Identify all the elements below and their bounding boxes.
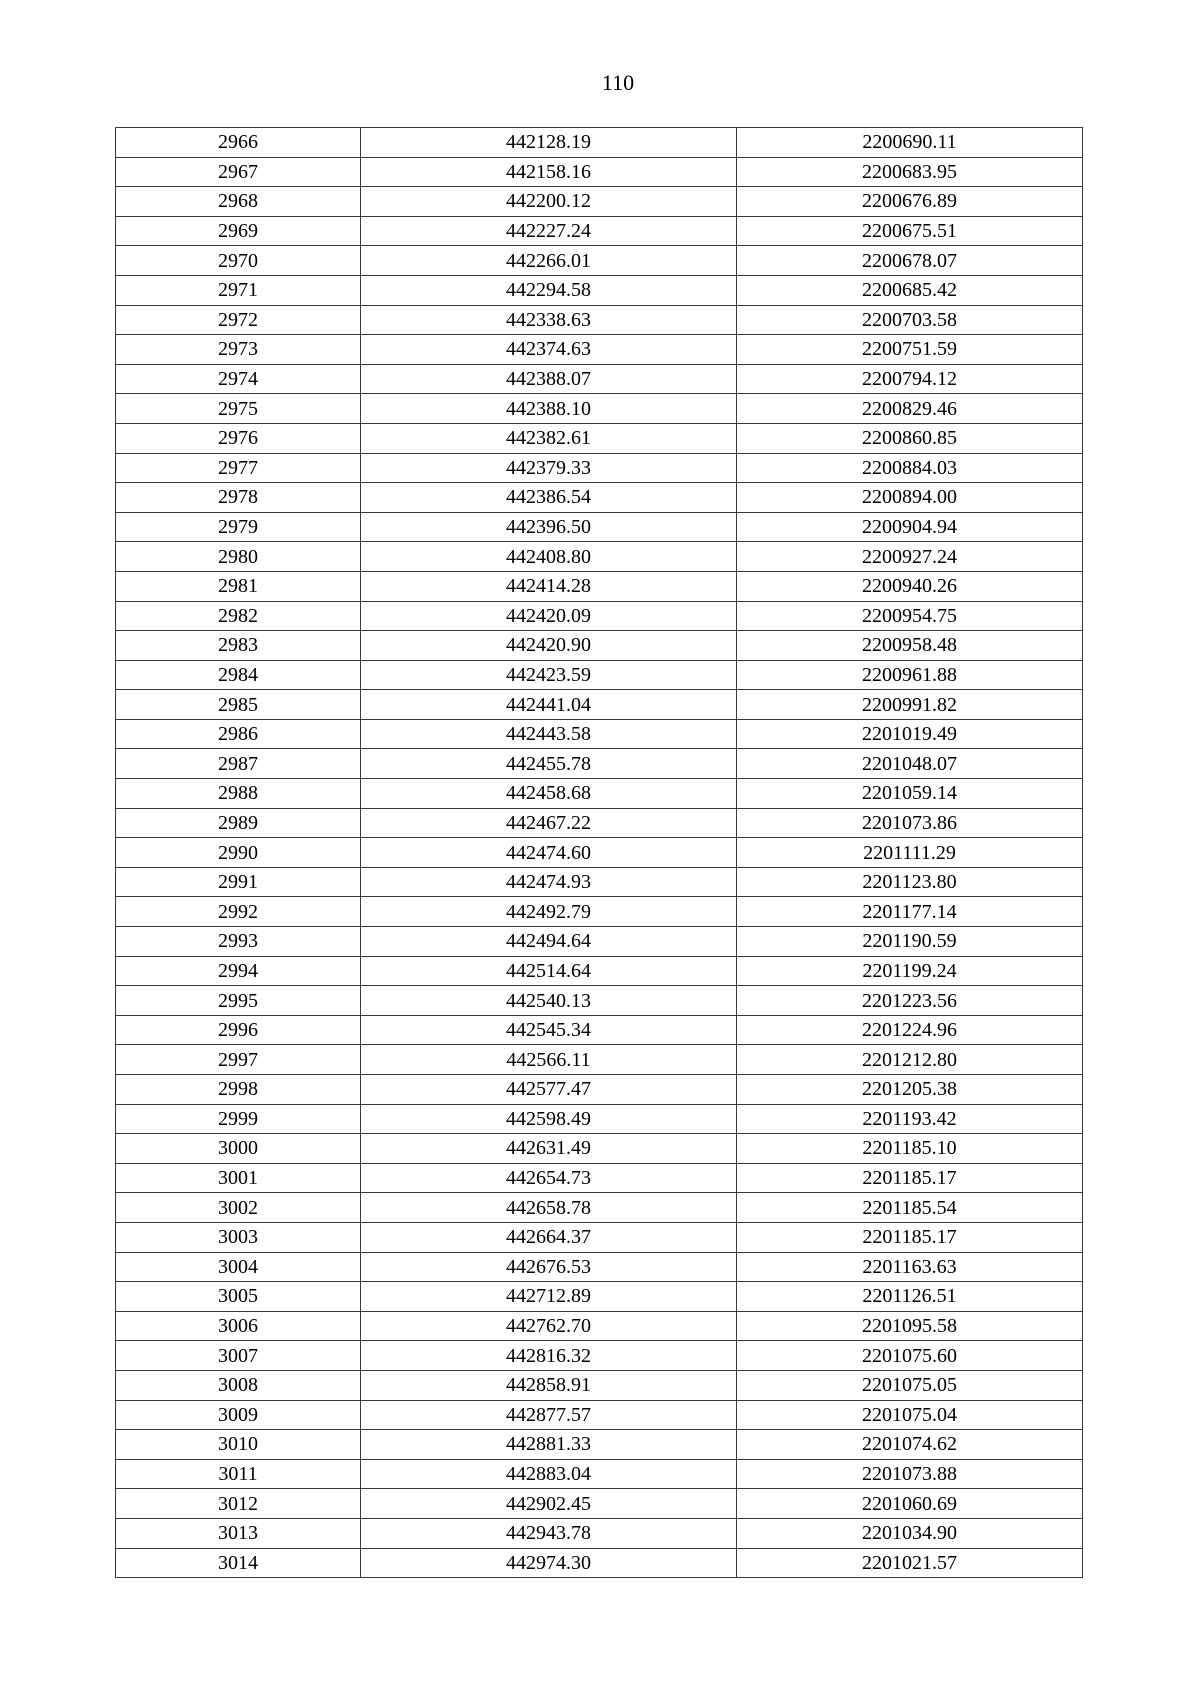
- x-coordinate-cell: 442494.64: [361, 927, 737, 957]
- point-number-cell: 2988: [116, 779, 361, 809]
- y-coordinate-cell: 2200991.82: [737, 690, 1083, 720]
- y-coordinate-cell: 2201123.80: [737, 867, 1083, 897]
- table-row: [116, 1163, 1083, 1193]
- x-coordinate-cell: 442877.57: [361, 1400, 737, 1430]
- y-coordinate-cell: 2200685.42: [737, 275, 1083, 305]
- y-coordinate-cell: 2201212.80: [737, 1045, 1083, 1075]
- table-row: [116, 571, 1083, 601]
- x-coordinate-cell: 442294.58: [361, 275, 737, 305]
- table-row: [116, 1045, 1083, 1075]
- y-coordinate-cell: 2201185.54: [737, 1193, 1083, 1223]
- point-number-cell: 2985: [116, 690, 361, 720]
- x-coordinate-cell: 442388.07: [361, 364, 737, 394]
- point-number-cell: 2998: [116, 1075, 361, 1105]
- y-coordinate-cell: 2201075.04: [737, 1400, 1083, 1430]
- y-coordinate-cell: 2201111.29: [737, 838, 1083, 868]
- table-row: [116, 1400, 1083, 1430]
- y-coordinate-cell: 2200683.95: [737, 157, 1083, 187]
- y-coordinate-cell: 2200940.26: [737, 571, 1083, 601]
- y-coordinate-cell: 2200884.03: [737, 453, 1083, 483]
- table-row: [116, 335, 1083, 365]
- table-row: [116, 601, 1083, 631]
- x-coordinate-cell: 442566.11: [361, 1045, 737, 1075]
- table-row: [116, 1548, 1083, 1578]
- y-coordinate-cell: 2200954.75: [737, 601, 1083, 631]
- point-number-cell: 2980: [116, 542, 361, 572]
- point-number-cell: 2994: [116, 956, 361, 986]
- table-row: [116, 956, 1083, 986]
- x-coordinate-cell: 442474.60: [361, 838, 737, 868]
- point-number-cell: 2972: [116, 305, 361, 335]
- point-number-cell: 2993: [116, 927, 361, 957]
- table-row: [116, 364, 1083, 394]
- table-row: [116, 1222, 1083, 1252]
- y-coordinate-cell: 2201190.59: [737, 927, 1083, 957]
- table-row: [116, 1370, 1083, 1400]
- y-coordinate-cell: 2200675.51: [737, 216, 1083, 246]
- point-number-cell: 2983: [116, 631, 361, 661]
- point-number-cell: 3005: [116, 1282, 361, 1312]
- table-row: [116, 808, 1083, 838]
- table-row: [116, 660, 1083, 690]
- point-number-cell: 3013: [116, 1518, 361, 1548]
- x-coordinate-cell: 442379.33: [361, 453, 737, 483]
- point-number-cell: 3007: [116, 1341, 361, 1371]
- table-row: [116, 157, 1083, 187]
- table-row: [116, 246, 1083, 276]
- table-row: [116, 1518, 1083, 1548]
- table-row: [116, 1104, 1083, 1134]
- x-coordinate-cell: 442492.79: [361, 897, 737, 927]
- y-coordinate-cell: 2201060.69: [737, 1489, 1083, 1519]
- table-row: [116, 453, 1083, 483]
- point-number-cell: 2990: [116, 838, 361, 868]
- point-number-cell: 2991: [116, 867, 361, 897]
- point-number-cell: 2971: [116, 275, 361, 305]
- y-coordinate-cell: 2200894.00: [737, 483, 1083, 513]
- table-row: [116, 1459, 1083, 1489]
- point-number-cell: 2981: [116, 571, 361, 601]
- table-row: [116, 1075, 1083, 1105]
- x-coordinate-cell: 442386.54: [361, 483, 737, 513]
- table-row: [116, 216, 1083, 246]
- y-coordinate-cell: 2201193.42: [737, 1104, 1083, 1134]
- point-number-cell: 2999: [116, 1104, 361, 1134]
- point-number-cell: 2975: [116, 394, 361, 424]
- y-coordinate-cell: 2201019.49: [737, 719, 1083, 749]
- x-coordinate-cell: 442420.90: [361, 631, 737, 661]
- y-coordinate-cell: 2200860.85: [737, 423, 1083, 453]
- table-row: [116, 631, 1083, 661]
- point-number-cell: 2977: [116, 453, 361, 483]
- x-coordinate-cell: 442443.58: [361, 719, 737, 749]
- x-coordinate-cell: 442974.30: [361, 1548, 737, 1578]
- table-row: [116, 542, 1083, 572]
- table-row: [116, 1311, 1083, 1341]
- table-row: [116, 1252, 1083, 1282]
- y-coordinate-cell: 2201185.10: [737, 1134, 1083, 1164]
- point-number-cell: 2967: [116, 157, 361, 187]
- x-coordinate-cell: 442414.28: [361, 571, 737, 601]
- point-number-cell: 2979: [116, 512, 361, 542]
- table-row: [116, 1015, 1083, 1045]
- x-coordinate-cell: 442420.09: [361, 601, 737, 631]
- x-coordinate-cell: 442458.68: [361, 779, 737, 809]
- x-coordinate-cell: 442388.10: [361, 394, 737, 424]
- y-coordinate-cell: 2201075.60: [737, 1341, 1083, 1371]
- y-coordinate-cell: 2201185.17: [737, 1163, 1083, 1193]
- y-coordinate-cell: 2200829.46: [737, 394, 1083, 424]
- table-row: [116, 749, 1083, 779]
- y-coordinate-cell: 2201059.14: [737, 779, 1083, 809]
- x-coordinate-cell: 442943.78: [361, 1518, 737, 1548]
- x-coordinate-cell: 442540.13: [361, 986, 737, 1016]
- y-coordinate-cell: 2201126.51: [737, 1282, 1083, 1312]
- point-number-cell: 2973: [116, 335, 361, 365]
- table-row: [116, 394, 1083, 424]
- table-row: [116, 719, 1083, 749]
- y-coordinate-cell: 2201205.38: [737, 1075, 1083, 1105]
- point-number-cell: 3010: [116, 1430, 361, 1460]
- table-row: [116, 897, 1083, 927]
- table-row: [116, 1341, 1083, 1371]
- table-row: [116, 927, 1083, 957]
- point-number-cell: 2989: [116, 808, 361, 838]
- x-coordinate-cell: 442658.78: [361, 1193, 737, 1223]
- table-row: [116, 1193, 1083, 1223]
- x-coordinate-cell: 442408.80: [361, 542, 737, 572]
- y-coordinate-cell: 2201163.63: [737, 1252, 1083, 1282]
- table-row: [116, 187, 1083, 217]
- x-coordinate-cell: 442338.63: [361, 305, 737, 335]
- point-number-cell: 2997: [116, 1045, 361, 1075]
- table-row: [116, 305, 1083, 335]
- x-coordinate-cell: 442676.53: [361, 1252, 737, 1282]
- y-coordinate-cell: 2201177.14: [737, 897, 1083, 927]
- x-coordinate-cell: 442374.63: [361, 335, 737, 365]
- y-coordinate-cell: 2200676.89: [737, 187, 1083, 217]
- y-coordinate-cell: 2201034.90: [737, 1518, 1083, 1548]
- y-coordinate-cell: 2201199.24: [737, 956, 1083, 986]
- point-number-cell: 3006: [116, 1311, 361, 1341]
- y-coordinate-cell: 2201048.07: [737, 749, 1083, 779]
- y-coordinate-cell: 2200958.48: [737, 631, 1083, 661]
- x-coordinate-cell: 442266.01: [361, 246, 737, 276]
- table-row: [116, 1430, 1083, 1460]
- table-row: [116, 838, 1083, 868]
- page-number: 110: [601, 70, 635, 95]
- x-coordinate-cell: 442883.04: [361, 1459, 737, 1489]
- x-coordinate-cell: 442664.37: [361, 1222, 737, 1252]
- x-coordinate-cell: 442455.78: [361, 749, 737, 779]
- y-coordinate-cell: 2201223.56: [737, 986, 1083, 1016]
- table-row: [116, 1489, 1083, 1519]
- y-coordinate-cell: 2201073.86: [737, 808, 1083, 838]
- y-coordinate-cell: 2200751.59: [737, 335, 1083, 365]
- table-row: [116, 1282, 1083, 1312]
- y-coordinate-cell: 2200690.11: [737, 128, 1083, 158]
- point-number-cell: 3003: [116, 1222, 361, 1252]
- point-number-cell: 2982: [116, 601, 361, 631]
- point-number-cell: 2996: [116, 1015, 361, 1045]
- point-number-cell: 3000: [116, 1134, 361, 1164]
- table-row: [116, 483, 1083, 513]
- x-coordinate-cell: 442631.49: [361, 1134, 737, 1164]
- point-number-cell: 2992: [116, 897, 361, 927]
- point-number-cell: 2966: [116, 128, 361, 158]
- table-row: [116, 986, 1083, 1016]
- point-number-cell: 2986: [116, 719, 361, 749]
- table-row: [116, 512, 1083, 542]
- point-number-cell: 2995: [116, 986, 361, 1016]
- table-row: [116, 779, 1083, 809]
- x-coordinate-cell: 442227.24: [361, 216, 737, 246]
- table-row: [116, 128, 1083, 158]
- point-number-cell: 3002: [116, 1193, 361, 1223]
- point-number-cell: 2974: [116, 364, 361, 394]
- x-coordinate-cell: 442902.45: [361, 1489, 737, 1519]
- x-coordinate-cell: 442881.33: [361, 1430, 737, 1460]
- x-coordinate-cell: 442423.59: [361, 660, 737, 690]
- x-coordinate-cell: 442654.73: [361, 1163, 737, 1193]
- y-coordinate-cell: 2201073.88: [737, 1459, 1083, 1489]
- x-coordinate-cell: 442158.16: [361, 157, 737, 187]
- x-coordinate-cell: 442858.91: [361, 1370, 737, 1400]
- x-coordinate-cell: 442577.47: [361, 1075, 737, 1105]
- table-row: [116, 423, 1083, 453]
- point-number-cell: 2970: [116, 246, 361, 276]
- y-coordinate-cell: 2201224.96: [737, 1015, 1083, 1045]
- table-row: [116, 867, 1083, 897]
- point-number-cell: 2987: [116, 749, 361, 779]
- y-coordinate-cell: 2200794.12: [737, 364, 1083, 394]
- y-coordinate-cell: 2201185.17: [737, 1222, 1083, 1252]
- x-coordinate-cell: 442467.22: [361, 808, 737, 838]
- x-coordinate-cell: 442474.93: [361, 867, 737, 897]
- table-row: [116, 275, 1083, 305]
- point-number-cell: 3004: [116, 1252, 361, 1282]
- coordinates-table: [115, 127, 1083, 1578]
- y-coordinate-cell: 2200961.88: [737, 660, 1083, 690]
- x-coordinate-cell: 442200.12: [361, 187, 737, 217]
- point-number-cell: 3009: [116, 1400, 361, 1430]
- x-coordinate-cell: 442545.34: [361, 1015, 737, 1045]
- x-coordinate-cell: 442441.04: [361, 690, 737, 720]
- point-number-cell: 2969: [116, 216, 361, 246]
- point-number-cell: 2968: [116, 187, 361, 217]
- y-coordinate-cell: 2201095.58: [737, 1311, 1083, 1341]
- y-coordinate-cell: 2200678.07: [737, 246, 1083, 276]
- x-coordinate-cell: 442396.50: [361, 512, 737, 542]
- point-number-cell: 3011: [116, 1459, 361, 1489]
- coordinates-table-body: [116, 128, 1083, 1578]
- y-coordinate-cell: 2201075.05: [737, 1370, 1083, 1400]
- point-number-cell: 3008: [116, 1370, 361, 1400]
- x-coordinate-cell: 442514.64: [361, 956, 737, 986]
- table-row: [116, 690, 1083, 720]
- y-coordinate-cell: 2201074.62: [737, 1430, 1083, 1460]
- y-coordinate-cell: 2201021.57: [737, 1548, 1083, 1578]
- point-number-cell: 3012: [116, 1489, 361, 1519]
- x-coordinate-cell: 442598.49: [361, 1104, 737, 1134]
- x-coordinate-cell: 442712.89: [361, 1282, 737, 1312]
- x-coordinate-cell: 442128.19: [361, 128, 737, 158]
- y-coordinate-cell: 2200927.24: [737, 542, 1083, 572]
- x-coordinate-cell: 442762.70: [361, 1311, 737, 1341]
- point-number-cell: 2978: [116, 483, 361, 513]
- point-number-cell: 3001: [116, 1163, 361, 1193]
- y-coordinate-cell: 2200703.58: [737, 305, 1083, 335]
- table-row: [116, 1134, 1083, 1164]
- point-number-cell: 3014: [116, 1548, 361, 1578]
- point-number-cell: 2976: [116, 423, 361, 453]
- point-number-cell: 2984: [116, 660, 361, 690]
- y-coordinate-cell: 2200904.94: [737, 512, 1083, 542]
- x-coordinate-cell: 442816.32: [361, 1341, 737, 1371]
- x-coordinate-cell: 442382.61: [361, 423, 737, 453]
